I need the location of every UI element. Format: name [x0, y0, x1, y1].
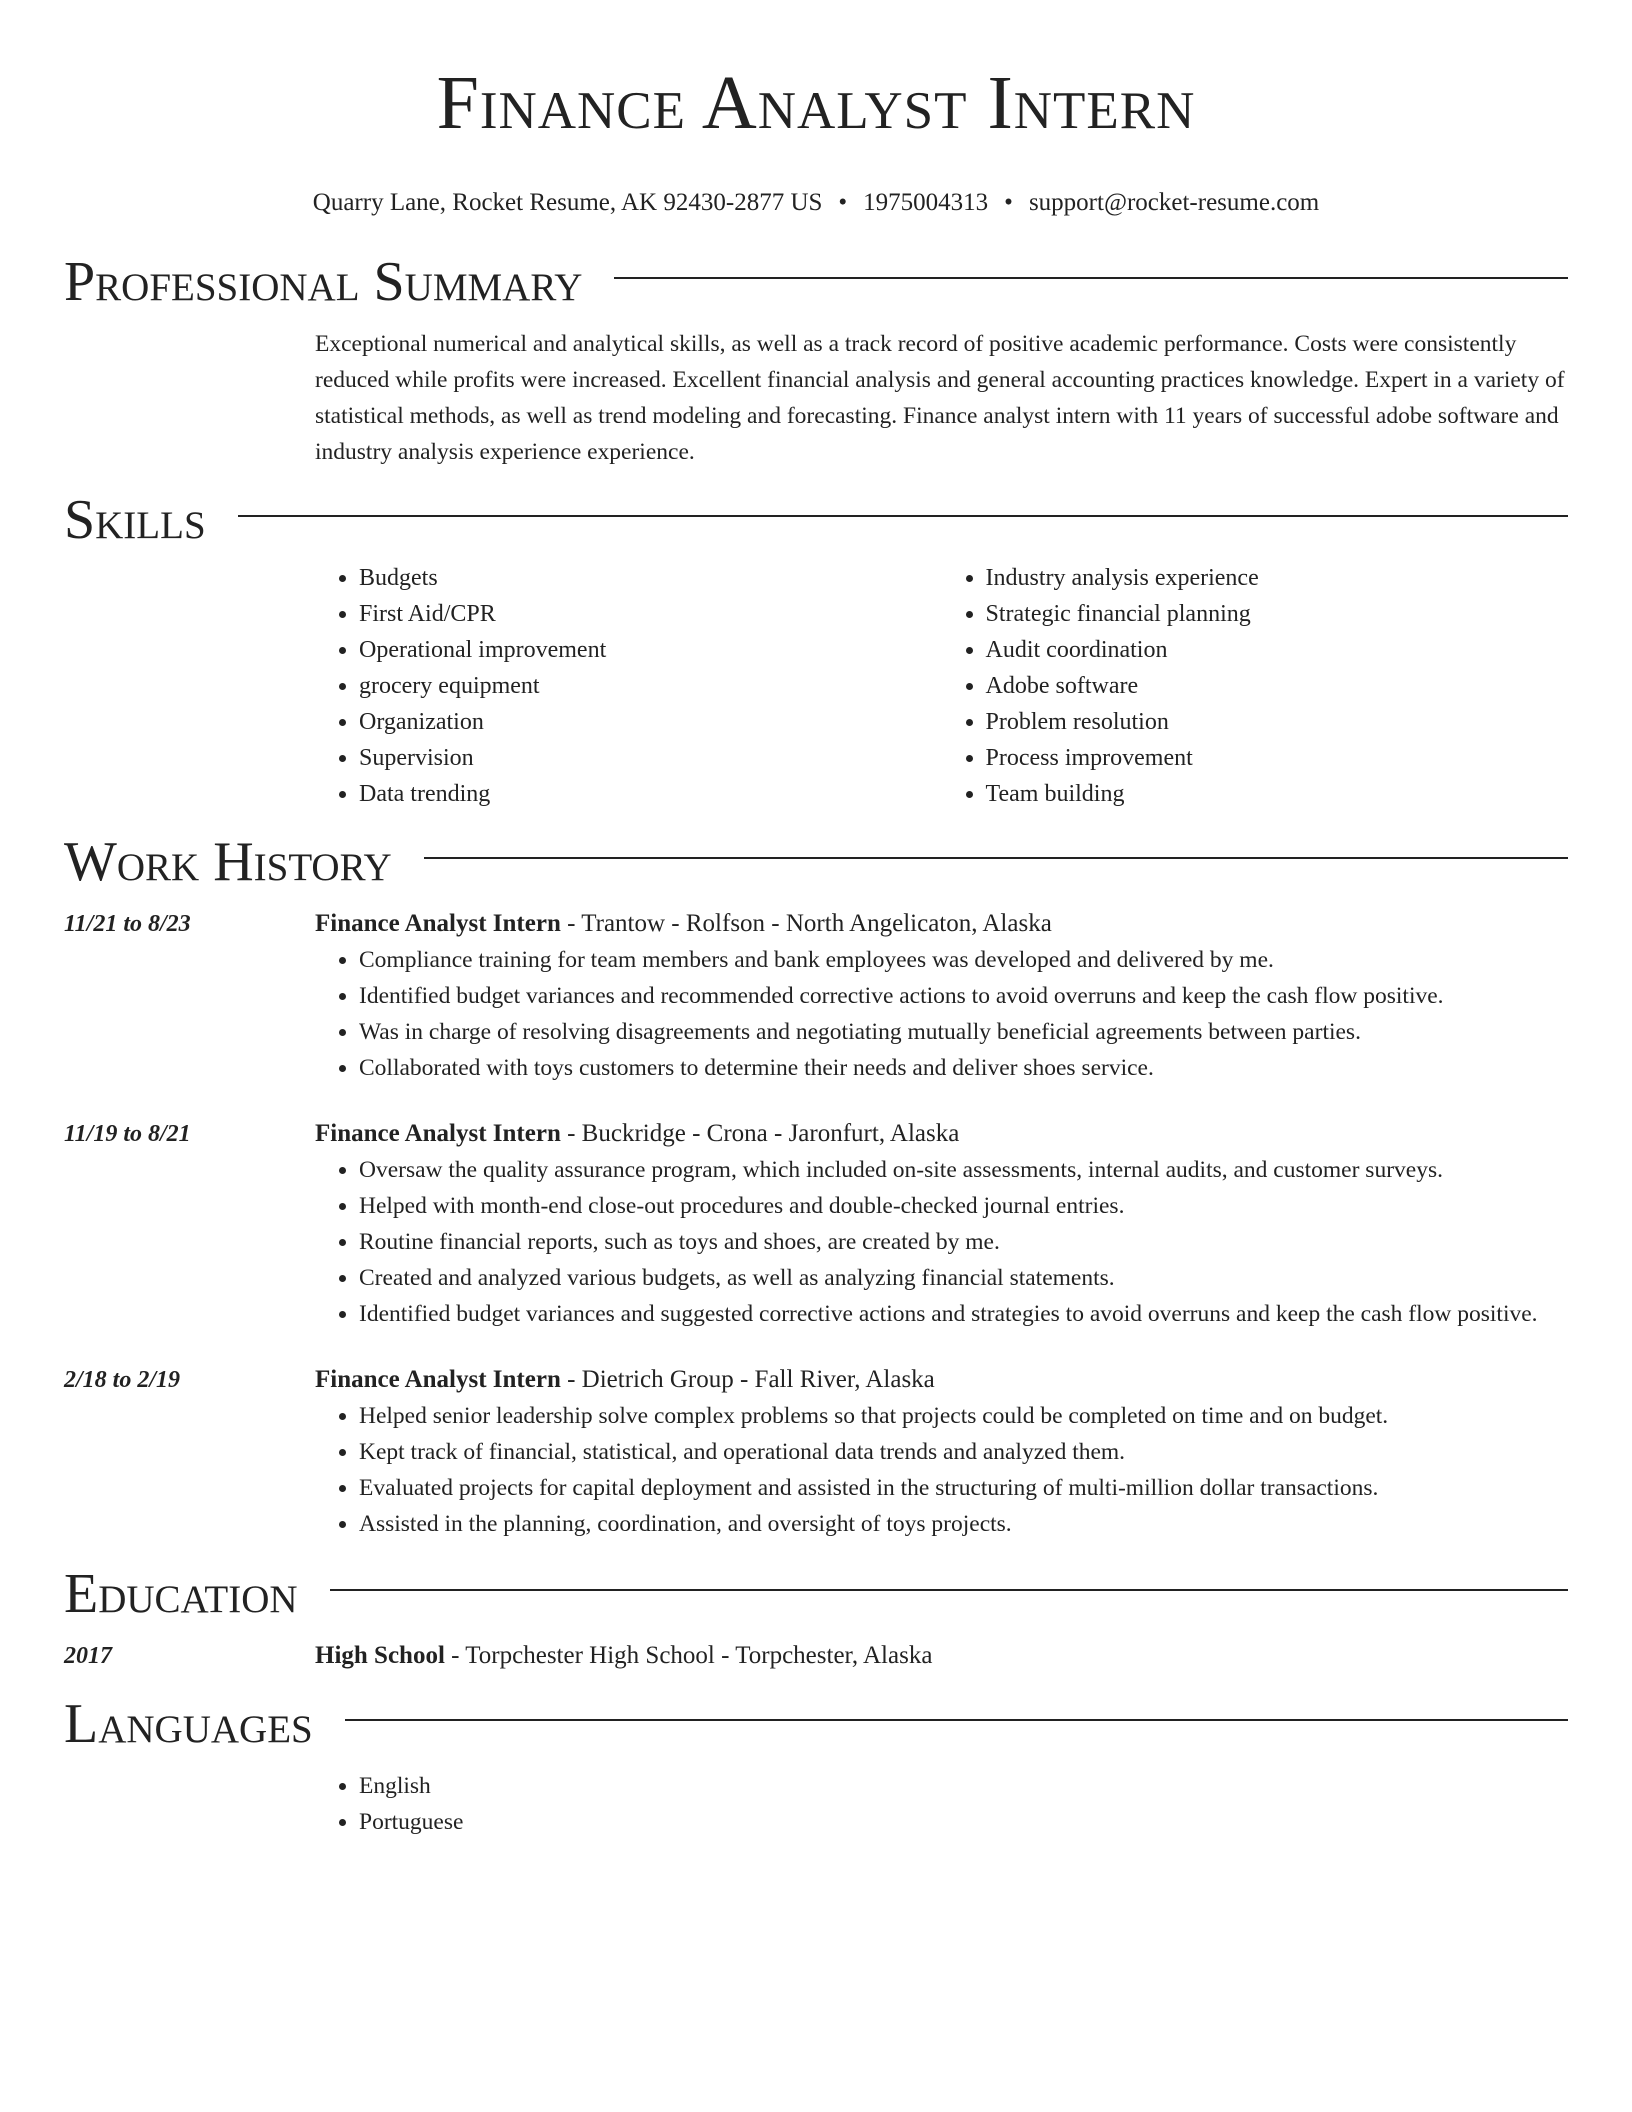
- languages-list: [315, 1768, 1568, 1840]
- work-entry-heading: [315, 1362, 1568, 1398]
- list-item: • Oversaw the quality assurance program, which included on-site assessments, internal audits, and customer surveys.: [359, 1152, 1568, 1188]
- section-divider: [424, 857, 1568, 859]
- work-section-title: Work History: [64, 831, 392, 893]
- work-entry: [64, 1362, 1568, 1542]
- education-year: 2017: [64, 1643, 112, 1669]
- work-entry-dates: 11/21 to 8/23: [64, 911, 191, 937]
- resume-name: Finance Analyst Intern: [436, 61, 1196, 145]
- education-entry: [64, 1638, 1568, 1674]
- skill-item: • Problem resolution: [986, 704, 1569, 740]
- language-item: • Portuguese: [359, 1804, 1568, 1840]
- list-item: • Helped senior leadership solve complex problems so that projects could be completed on time and on budget.: [359, 1398, 1568, 1434]
- education-details: - Torpchester High School - Torpchester, Alaska: [444, 1642, 933, 1669]
- skills-section-title: Skills: [64, 489, 206, 551]
- work-entry-role: Finance Analyst Intern: [315, 1120, 561, 1147]
- list-item: • Helped with month-end close-out procedures and double-checked journal entries.: [359, 1188, 1568, 1224]
- section-divider: [614, 277, 1568, 279]
- list-item: • Created and analyzed various budgets, as well as analyzing financial statements.: [359, 1260, 1568, 1296]
- contact-line: [64, 188, 1568, 218]
- work-entry-details: - Dietrich Group - Fall River, Alaska: [560, 1366, 935, 1393]
- education-section-header: [64, 1564, 1568, 1624]
- contact-email: support@rocket-resume.com: [1028, 189, 1320, 216]
- skills-column-right: [942, 560, 1569, 812]
- list-item: • Identified budget variances and suggested corrective actions and strategies to avoid overruns and keep the cash flow positive.: [359, 1296, 1568, 1332]
- list-item: • Compliance training for team members and bank employees was developed and delivered by me.: [359, 942, 1568, 978]
- work-entry-details: - Buckridge - Crona - Jaronfurt, Alaska: [560, 1120, 960, 1147]
- skill-item: • First Aid/CPR: [359, 596, 942, 632]
- list-item: • Routine financial reports, such as toys and shoes, are created by me.: [359, 1224, 1568, 1260]
- language-item: • English: [359, 1768, 1568, 1804]
- work-entry-role: Finance Analyst Intern: [315, 910, 561, 937]
- languages-bullets: [315, 1768, 1568, 1840]
- work-entry: [64, 906, 1568, 1086]
- skill-item: • Industry analysis experience: [986, 560, 1569, 596]
- list-item: • Collaborated with toys customers to determine their needs and deliver shoes service.: [359, 1050, 1568, 1086]
- skill-item: • Audit coordination: [986, 632, 1569, 668]
- education-heading: [315, 1638, 1568, 1674]
- skills-section-header: [64, 490, 1568, 550]
- skills-list: [315, 560, 1568, 812]
- list-item: • Identified budget variances and recommended corrective actions to avoid overruns and keep the cash flow positive.: [359, 978, 1568, 1014]
- skill-item: • Organization: [359, 704, 942, 740]
- work-entry-dates: 2/18 to 2/19: [64, 1367, 181, 1393]
- skill-item: • grocery equipment: [359, 668, 942, 704]
- work-entry-bullets: [315, 1398, 1568, 1542]
- skills-column-left: [315, 560, 942, 812]
- contact-separator: •: [838, 189, 848, 216]
- skill-item: • Strategic financial planning: [986, 596, 1569, 632]
- skill-item: • Operational improvement: [359, 632, 942, 668]
- work-entry-dates: 11/19 to 8/21: [64, 1121, 191, 1147]
- work-entry-body: [315, 906, 1568, 1086]
- list-item: • Assisted in the planning, coordination, and oversight of toys projects.: [359, 1506, 1568, 1542]
- skill-item: • Supervision: [359, 740, 942, 776]
- contact-phone: 1975004313: [863, 189, 989, 216]
- skill-item: • Budgets: [359, 560, 942, 596]
- work-entry-body: [315, 1116, 1568, 1332]
- summary-section-title: Professional Summary: [64, 251, 583, 313]
- work-entry-body: [315, 1362, 1568, 1542]
- work-entry-details: - Trantow - Rolfson - North Angelicaton, Alaska: [560, 910, 1052, 937]
- skill-item: • Team building: [986, 776, 1569, 812]
- education-section-title: Education: [64, 1563, 298, 1625]
- work-entry-role: Finance Analyst Intern: [315, 1366, 561, 1393]
- skill-item: • Adobe software: [986, 668, 1569, 704]
- list-item: • Was in charge of resolving disagreements and negotiating mutually beneficial agreements between parties.: [359, 1014, 1568, 1050]
- work-entry-heading: [315, 1116, 1568, 1152]
- work-entry-bullets: [315, 1152, 1568, 1332]
- education-degree: High School: [315, 1642, 445, 1669]
- languages-section-header: [64, 1694, 1568, 1754]
- skill-item: • Process improvement: [986, 740, 1569, 776]
- work-section-header: [64, 832, 1568, 892]
- contact-separator: •: [1004, 189, 1013, 216]
- section-divider: [238, 515, 1568, 517]
- list-item: • Evaluated projects for capital deployment and assisted in the structuring of multi-million dollar transactions.: [359, 1470, 1568, 1506]
- work-entry: [64, 1116, 1568, 1332]
- skill-item: • Data trending: [359, 776, 942, 812]
- summary-section-header: [64, 252, 1568, 312]
- work-entry-bullets: [315, 942, 1568, 1086]
- languages-section-title: Languages: [64, 1693, 313, 1755]
- section-divider: [330, 1589, 1568, 1591]
- work-entry-heading: [315, 906, 1568, 942]
- education-entry-body: [315, 1638, 1568, 1674]
- section-divider: [345, 1719, 1568, 1721]
- contact-address: Quarry Lane, Rocket Resume, AK 92430-2877 US: [312, 189, 823, 216]
- list-item: • Kept track of financial, statistical, and operational data trends and analyzed them.: [359, 1434, 1568, 1470]
- summary-text: Exceptional numerical and analytical skills, as well as a track record of positive academic performance. Costs were consistently reduced while profits were increased. Excellent financial analysis and general accounting practices knowledge. Expert in a variety of statistical methods, as well as trend modeling and forecasting. Finance analyst intern with 11 years of successful adobe software and industry analysis experience experience.: [315, 331, 1565, 465]
